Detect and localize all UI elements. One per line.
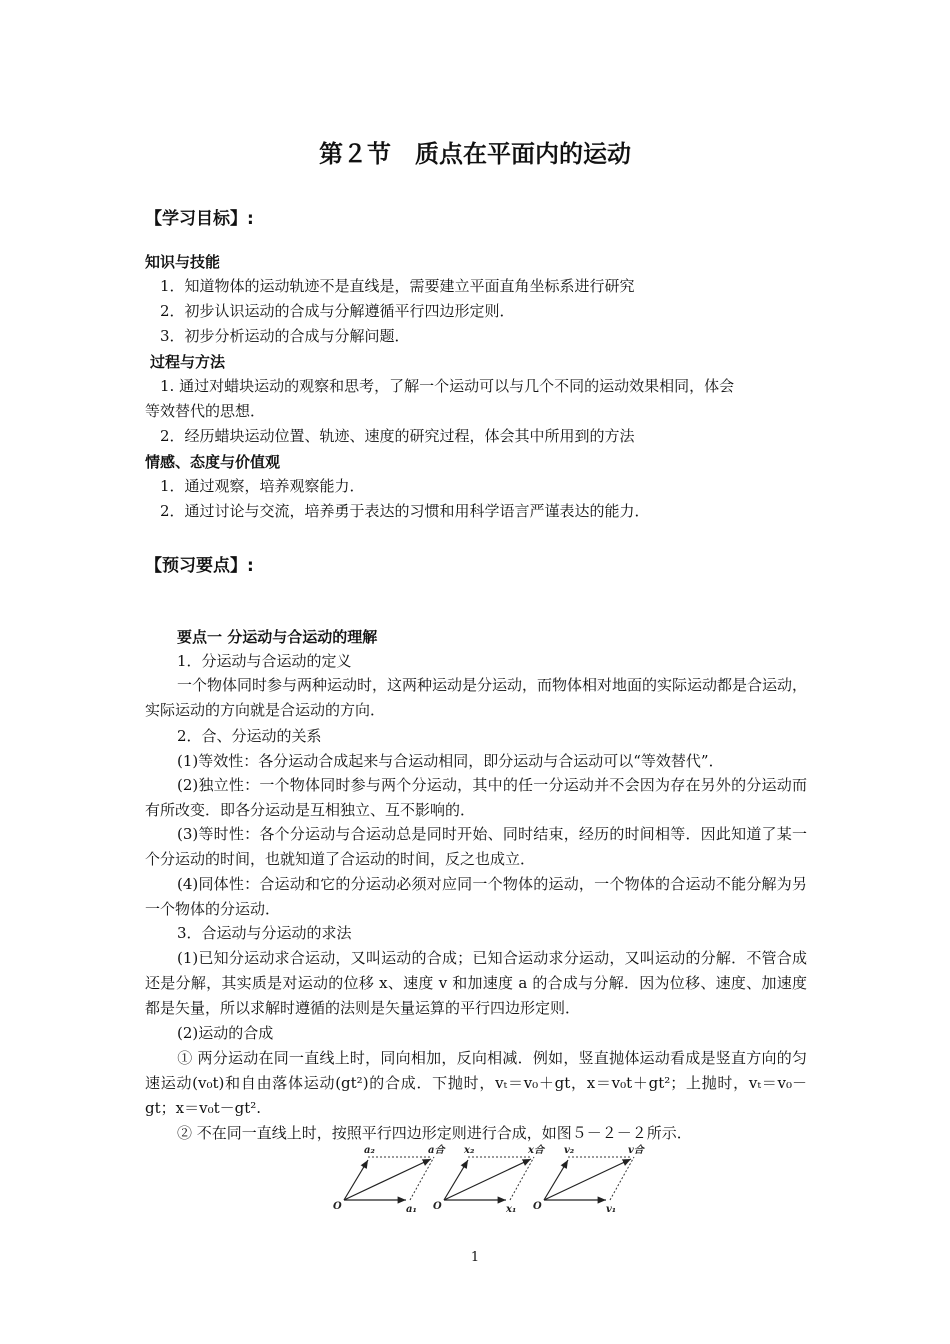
paragraph: 1．分运动与合运动的定义 [177,652,352,670]
process-item: 1. 通过对蜡块运动的观察和思考，了解一个运动可以与几个不同的运动效果相同，体会 [160,377,735,395]
process-heading: 过程与方法 [150,353,226,371]
vector-label-2: x₂ [464,1145,475,1156]
knowledge-item: 2．初步认识运动的合成与分解遵循平行四边形定则． [160,302,515,320]
paragraph [145,773,807,823]
vector-label-1: x₁ [506,1204,517,1215]
origin-label: O [433,1201,442,1212]
vector-label-2: a₂ [364,1145,375,1156]
page-title: 第２节 质点在平面内的运动 [319,140,631,168]
origin-label: O [533,1201,542,1212]
vector-label-2: v₂ [564,1145,575,1156]
resultant-vector [344,1159,431,1200]
paragraph-text: 一个物体同时参与两种运动时，这两种运动是分运动，而物体相对地面的实际运动都是合运动，实际运动的方向就是合运动的方向． [145,676,808,719]
paragraph: ② 不在同一直线上时，按照平行四边形定则进行合成，如图５－２－２所示． [177,1124,692,1142]
paragraph: 2．合、分运动的关系 [177,727,322,745]
paragraph-text: (4)同体性：合运动和它的分运动必须对应同一个物体的运动，一个物体的合运动不能分解为另一个物体的分运动． [145,875,807,918]
emotion-item: 2．通过讨论与交流，培养勇于表达的习惯和用科学语言严谨表达的能力． [160,502,650,520]
paragraph [145,872,807,922]
paragraph-text: (2)独立性：一个物体同时参与两个分运动，其中的任一分运动并不会因为存在另外的分运动而有所改变．即各分运动是互相独立、互不影响的． [145,776,807,819]
paragraph-text: ① 两分运动在同一直线上时，同向相加，反向相减．例如，竖直抛体运动看成是竖直方向的匀速运动(v₀t)和自由落体运动(gt²)的合成．下抛时，vₜ＝v₀＋gt，x＝v₀t＋gt²；上抛时，vₜ＝v₀－gt；x＝v₀t－gt². [145,1049,807,1117]
resultant-vector [444,1159,531,1200]
paragraph [145,946,807,1020]
emotion-item: 1．通过观察，培养观察能力． [160,477,365,495]
resultant-vector [544,1159,631,1200]
process-item-cont: 等效替代的思想． [145,402,266,420]
vector-label-1: a₁ [406,1204,417,1215]
preview-heading: 【预习要点】: [145,556,254,576]
knowledge-item: 3．初步分析运动的合成与分解问题． [160,327,410,345]
paragraph-text: (1)已知分运动求合运动，又叫运动的合成；已知合运动求分运动，又叫运动的分解．不管合成还是分解，其实质是对运动的位移 x、速度 v 和加速度 a 的合成与分解．因为位移、速度、加速度都是矢量，所以求解时遵循的法则是矢量运算的平行四边形定则． [145,949,807,1017]
paragraph: (1)等效性：各分运动合成起来与合运动相同，即分运动与合运动可以“等效替代”． [177,752,724,770]
resultant-label: v合 [628,1145,644,1156]
paragraph-text: (3)等时性：各个分运动与合运动总是同时开始、同时结束，经历的时间相等．因此知道了某一个分运动的时间，也就知道了合运动的时间，反之也成立． [145,825,807,868]
paragraph [145,822,807,872]
paragraph: 3．合运动与分运动的求法 [177,924,352,942]
resultant-label: a合 [428,1145,445,1156]
origin-label: O [333,1201,342,1212]
resultant-label: x合 [528,1145,544,1156]
point1-heading: 要点一 分运动与合运动的理解 [177,628,378,646]
page-number: 1 [470,1250,480,1265]
objectives-heading: 【学习目标】: [145,209,254,229]
vector-parallelogram-figure [330,1143,644,1215]
vector-label-1: v₁ [606,1204,617,1215]
paragraph [145,1046,807,1120]
paragraph [145,673,807,723]
knowledge-heading: 知识与技能 [145,253,221,271]
knowledge-item: 1．知道物体的运动轨迹不是直线是，需要建立平面直角坐标系进行研究 [160,277,635,295]
emotion-heading: 情感、态度与价值观 [145,453,281,471]
process-item: 2．经历蜡块运动位置、轨迹、速度的研究过程，体会其中所用到的方法 [160,427,635,445]
paragraph: (2)运动的合成 [177,1024,274,1042]
